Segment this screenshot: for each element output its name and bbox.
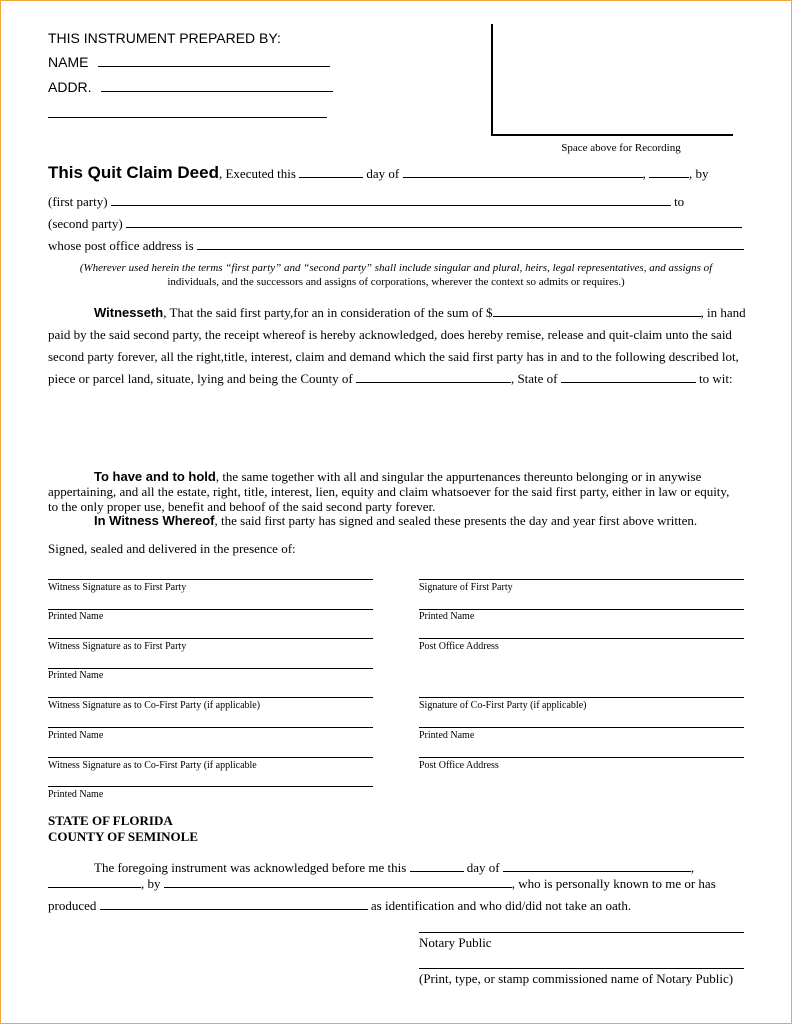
witnesseth-line2: paid by the said second party, the receipt whereof is hereby acknowledged, does hereby remise, release and quit-claim unto the said: [48, 327, 732, 342]
habendum-text1: , the same together with all and singular the appurtenances thereunto belonging or in anywise: [215, 469, 702, 484]
in-hand-label: , in hand: [700, 305, 746, 320]
ack-row1: [94, 860, 694, 876]
second-party-row: [48, 216, 742, 232]
deed-title-row: [48, 163, 709, 183]
witnesseth-heading: Witnesseth: [94, 305, 164, 320]
county-label: piece or parcel land, situate, lying and being the County of: [48, 371, 353, 386]
ack-row2: [48, 876, 716, 892]
second-party-label: (second party): [48, 216, 123, 231]
ack-known-text: , who is personally known to me or has: [511, 876, 716, 891]
witness4-signature-line[interactable]: [48, 757, 373, 758]
preparer-addr-row: [48, 79, 333, 95]
notary-name-line[interactable]: [419, 968, 744, 969]
first-party-printed-name-caption: Printed Name: [419, 611, 475, 622]
ack-month-field[interactable]: [503, 860, 691, 872]
co-first-party-printed-name-caption: Printed Name: [419, 730, 475, 741]
ack-person-field[interactable]: [164, 876, 512, 888]
ack-oath-text: as identification and who did/did not take an oath.: [370, 898, 632, 913]
witness4-printed-name-line[interactable]: [48, 786, 373, 787]
ack-produced-label: produced: [48, 898, 97, 913]
to-label: to: [674, 194, 685, 209]
county-field[interactable]: [356, 371, 511, 383]
witness-whereof-row: [94, 513, 697, 529]
state-field[interactable]: [561, 371, 696, 383]
preparer-heading: THIS INSTRUMENT PREPARED BY:: [48, 30, 281, 46]
venue-state: STATE OF FLORIDA: [48, 813, 173, 828]
notary-signature-line[interactable]: [419, 932, 744, 933]
preparer-name-label: NAME: [48, 54, 89, 70]
first-party-label: (first party): [48, 194, 108, 209]
first-party-field[interactable]: [111, 194, 671, 206]
first-party-row: [48, 194, 684, 210]
consideration-amount-field[interactable]: [493, 305, 701, 317]
definition-note-line1: (Wherever used herein the terms “first party” and “second party” shall include singular and plural, heirs, legal representatives, and assigns of: [79, 262, 713, 274]
preparer-name-field[interactable]: [98, 55, 330, 67]
witness3-signature-line[interactable]: [48, 697, 373, 698]
signed-sealed-text: Signed, sealed and delivered in the presence of:: [48, 541, 296, 556]
address-row: [48, 238, 744, 254]
address-label: whose post office address is: [48, 238, 194, 253]
ack-day-field[interactable]: [410, 860, 464, 872]
day-of-label: day of: [366, 166, 400, 181]
notary-name-caption: (Print, type, or stamp commissioned name of Notary Public): [419, 971, 734, 986]
witness4-printed-name-caption: Printed Name: [48, 789, 104, 800]
witness3-printed-name-line[interactable]: [48, 727, 373, 728]
venue-county: COUNTY OF SEMINOLE: [48, 829, 198, 844]
first-party-printed-name-line[interactable]: [419, 609, 744, 610]
co-first-party-signature-caption: Signature of Co-First Party (if applicable): [419, 700, 587, 711]
witness4-signature-caption: Witness Signature as to Co-First Party (if applicable: [48, 760, 257, 771]
witness1-signature-caption: Witness Signature as to First Party: [48, 582, 187, 593]
first-party-address-line[interactable]: [419, 638, 744, 639]
habendum-heading: To have and to hold: [94, 469, 216, 484]
witnesseth-row4: [48, 371, 733, 387]
first-party-address-caption: Post Office Address: [419, 641, 499, 652]
habendum-row1: [94, 469, 701, 485]
ack-comma: ,: [690, 860, 695, 875]
notary-public-label: Notary Public: [419, 935, 492, 950]
preparer-addr-field[interactable]: [101, 80, 333, 92]
preparer-addr-label: ADDR.: [48, 79, 92, 95]
witness1-signature-line[interactable]: [48, 579, 373, 580]
habendum-line2: appertaining, and all the estate, right, title, interest, lien, equity and claim whatsoever for the said first party, either in law or equity,: [48, 484, 730, 499]
witness3-signature-caption: Witness Signature as to Co-First Party (if applicable): [48, 700, 261, 711]
definition-note-line2: individuals, and the successors and assigns of corporations, wherever the context so admits or requires.): [167, 276, 625, 288]
deed-title: This Quit Claim Deed: [48, 163, 219, 182]
co-first-party-printed-name-line[interactable]: [419, 727, 744, 728]
executed-year-field[interactable]: [649, 166, 689, 178]
witnesseth-row1: [94, 305, 746, 321]
executed-month-field[interactable]: [403, 166, 643, 178]
by-label: , by: [689, 166, 709, 181]
witness3-printed-name-caption: Printed Name: [48, 730, 104, 741]
witnesseth-line3: second party forever, all the right,title, interest, claim and demand which the said first party has in and to the following described lot,: [48, 349, 739, 364]
ack-text1: The foregoing instrument was acknowledged before me this: [94, 860, 407, 875]
witness-whereof-text: , the said first party has signed and sealed these presents the day and year first above written.: [214, 513, 698, 528]
witness1-printed-name-line[interactable]: [48, 609, 373, 610]
witness1-printed-name-caption: Printed Name: [48, 611, 104, 622]
habendum-line3: to the only proper use, benefit and behoof of the said second party forever.: [48, 499, 436, 514]
first-party-signature-line[interactable]: [419, 579, 744, 580]
ack-identification-field[interactable]: [100, 898, 368, 910]
ack-row3: [48, 898, 631, 914]
preparer-name-row: [48, 54, 330, 70]
recording-box-bottom: [491, 134, 733, 136]
first-party-signature-caption: Signature of First Party: [419, 582, 513, 593]
second-party-field[interactable]: [126, 216, 742, 228]
ack-day-of-label: day of: [466, 860, 500, 875]
witnesseth-text1: , That the said first party,for an in consideration of the sum of $: [163, 305, 493, 320]
co-first-party-signature-line[interactable]: [419, 697, 744, 698]
co-first-party-address-caption: Post Office Address: [419, 760, 499, 771]
address-field[interactable]: [197, 238, 744, 250]
recording-box-left: [491, 24, 493, 135]
executed-label: , Executed this: [218, 166, 296, 181]
witness2-printed-name-caption: Printed Name: [48, 670, 104, 681]
ack-by-label: , by: [141, 876, 161, 891]
witness2-printed-name-line[interactable]: [48, 668, 373, 669]
witness-whereof-heading: In Witness Whereof: [94, 513, 215, 528]
witness2-signature-caption: Witness Signature as to First Party: [48, 641, 187, 652]
comma: ,: [642, 166, 646, 181]
executed-day-field[interactable]: [299, 166, 363, 178]
to-wit-label: to wit:: [699, 371, 733, 386]
ack-year-field[interactable]: [48, 876, 141, 888]
co-first-party-address-line[interactable]: [419, 757, 744, 758]
state-label: , State of: [510, 371, 558, 386]
recording-caption: Space above for Recording: [561, 142, 681, 154]
preparer-addr-line2[interactable]: [48, 117, 327, 118]
witness2-signature-line[interactable]: [48, 638, 373, 639]
